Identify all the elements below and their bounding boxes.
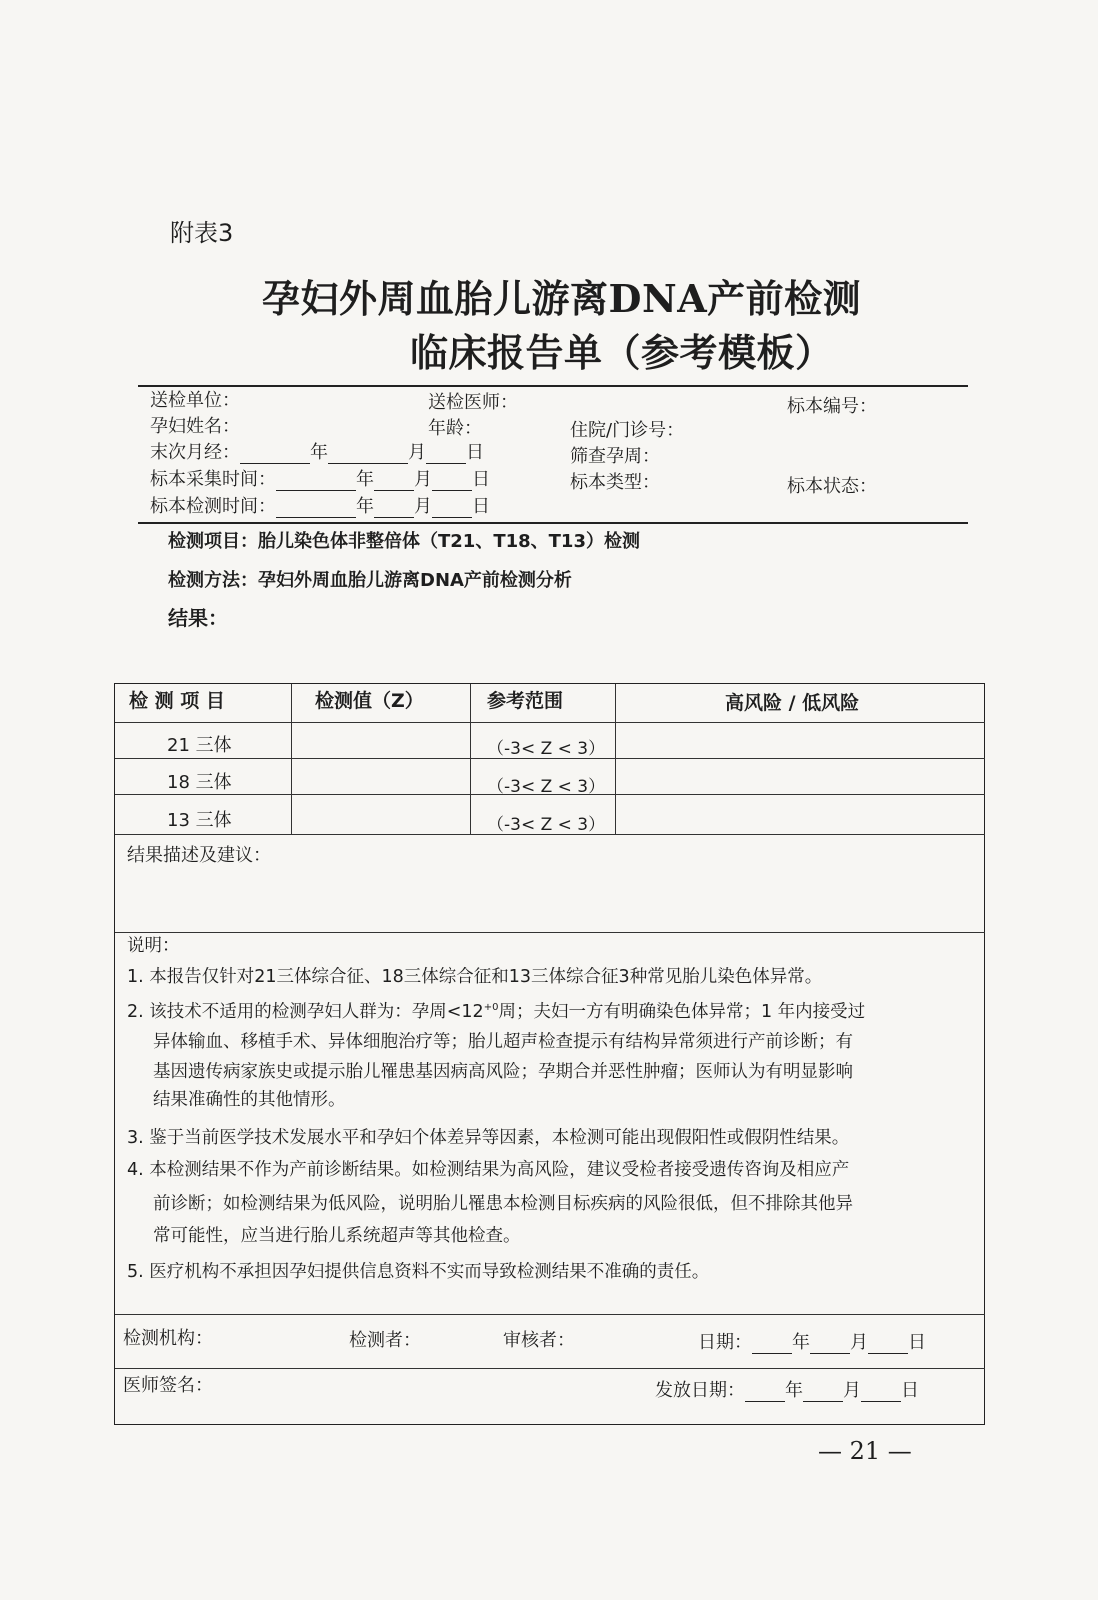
note-1: 1. 本报告仅针对21三体综合征、18三体综合征和13三体综合征3种常见胎儿染色体异常。 [127, 967, 823, 987]
sending-doctor-label: 送检医师： [428, 392, 518, 413]
collect-month-unit: 月 [414, 469, 432, 490]
tester-label: 检测者： [349, 1330, 421, 1351]
note-4-line3: 常可能性，应当进行胎儿系统超声等其他检查。 [153, 1226, 521, 1246]
lmp-month-blank[interactable] [328, 446, 408, 464]
note-4-line2: 前诊断；如检测结果为低风险，说明胎儿罹患本检测目标疾病的风险很低，但不排除其他异 [153, 1194, 853, 1214]
collect-day-unit: 日 [472, 469, 490, 490]
table-line-v1 [291, 684, 292, 834]
note-4: 4. 本检测结果不作为产前诊断结果。如检测结果为高风险，建议受检者接受遗传咨询及相应产 [127, 1160, 850, 1180]
test-method: 检测方法：孕妇外周血胎儿游离DNA产前检测分析 [168, 570, 572, 591]
test-day-blank[interactable] [432, 500, 472, 518]
collect-year-blank[interactable] [276, 473, 356, 491]
report-title-line1: 孕妇外周血胎儿游离DNA产前检测 [262, 276, 862, 321]
header-bottom-rule [138, 522, 968, 524]
test-item: 检测项目：胎儿染色体非整倍体（T21、T18、T13）检测 [168, 531, 640, 552]
note-2: 2. 该技术不适用的检测孕妇人群为：孕周$<12^{+0}$周；夫妇一方有明确染色体异常；1 年内接受过 [127, 1002, 866, 1022]
notes-label: 说明： [127, 936, 180, 956]
specimen-status-label: 标本状态： [787, 476, 877, 497]
table-line-h1 [115, 722, 985, 723]
hospital-no-label: 住院/门诊号： [570, 420, 685, 441]
specimen-type-label: 标本类型： [570, 472, 660, 493]
issue-year-unit: 年 [785, 1380, 803, 1401]
test-month-unit: 月 [414, 496, 432, 517]
sign-month-blank[interactable] [810, 1336, 850, 1354]
note-3: 3. 鉴于当前医学技术发展水平和孕妇个体差异等因素，本检测可能出现假阳性或假阴性结果。 [127, 1128, 850, 1148]
report-title-line2: 临床报告单（参考模板） [410, 330, 834, 375]
issue-year-blank[interactable] [745, 1384, 785, 1402]
collect-month-blank[interactable] [374, 473, 414, 491]
table-line-h7 [115, 1368, 985, 1369]
table-line-h6 [115, 1314, 985, 1315]
reviewer-label: 审核者： [503, 1330, 575, 1351]
table-line-v3 [615, 684, 616, 834]
note-2-line2: 异体输血、移植手术、异体细胞治疗等；胎儿超声检查提示有结构异常须进行产前诊断；有 [153, 1032, 853, 1052]
sign-date-field [698, 1328, 926, 1354]
test-day-unit: 日 [472, 496, 490, 517]
col-header-risk: 高风险 / 低风险 [725, 692, 860, 714]
sign-year-blank[interactable] [752, 1336, 792, 1354]
issue-date-label: 发放日期： [655, 1380, 745, 1401]
lmp-field [150, 438, 484, 464]
page-number: — 21 — [818, 1437, 912, 1465]
test-year-unit: 年 [356, 496, 374, 517]
row-item-t13: 13 三体 [167, 810, 232, 831]
note-2-line4: 结果准确性的其他情形。 [153, 1090, 346, 1110]
col-header-z: 检测值（Z） [315, 690, 424, 712]
table-line-h5 [115, 932, 985, 933]
institution-label: 检测机构： [123, 1328, 213, 1349]
note-2-line3: 基因遗传病家族史或提示胎儿罹患基因病高风险；孕期合并恶性肿瘤；医师认为有明显影响 [153, 1062, 853, 1082]
row-range-t13: （-3< Z < 3） [487, 815, 606, 835]
lmp-year-blank[interactable] [240, 446, 310, 464]
row-item-t21: 21 三体 [167, 735, 232, 756]
age-label: 年龄： [428, 418, 482, 439]
result-table [114, 683, 985, 1425]
sign-date-label: 日期： [698, 1332, 752, 1353]
col-header-range: 参考范围 [487, 690, 564, 712]
lmp-month-unit: 月 [408, 442, 426, 463]
collect-time-field [150, 465, 490, 491]
note-5: 5. 医疗机构不承担因孕妇提供信息资料不实而导致检测结果不准确的责任。 [127, 1262, 710, 1282]
patient-name-label: 孕妇姓名： [150, 416, 240, 437]
lmp-day-blank[interactable] [426, 446, 466, 464]
doctor-sign-label: 医师签名： [123, 1375, 213, 1396]
test-time-label: 标本检测时间： [150, 496, 276, 517]
issue-month-blank[interactable] [803, 1384, 843, 1402]
collect-time-label: 标本采集时间： [150, 469, 276, 490]
header-top-rule [138, 385, 968, 387]
issue-month-unit: 月 [843, 1380, 861, 1401]
sign-day-blank[interactable] [868, 1336, 908, 1354]
issue-day-unit: 日 [901, 1380, 919, 1401]
test-time-field [150, 492, 490, 518]
collect-day-blank[interactable] [432, 473, 472, 491]
table-line-v2 [470, 684, 471, 834]
col-header-item: 检 测 项 目 [129, 690, 225, 712]
sending-unit-label: 送检单位： [150, 390, 240, 411]
result-description-label: 结果描述及建议： [127, 845, 271, 866]
lmp-label: 末次月经： [150, 442, 240, 463]
lmp-year-unit: 年 [310, 442, 328, 463]
sign-day-unit: 日 [908, 1332, 926, 1353]
row-item-t18: 18 三体 [167, 772, 232, 793]
sign-month-unit: 月 [850, 1332, 868, 1353]
issue-date-field [655, 1376, 919, 1402]
specimen-no-label: 标本编号： [787, 396, 877, 417]
appendix-label: 附表3 [170, 219, 234, 247]
test-month-blank[interactable] [374, 500, 414, 518]
lmp-day-unit: 日 [466, 442, 484, 463]
test-year-blank[interactable] [276, 500, 356, 518]
row-range-t21: （-3< Z < 3） [487, 739, 606, 759]
collect-year-unit: 年 [356, 469, 374, 490]
issue-day-blank[interactable] [861, 1384, 901, 1402]
row-range-t18: （-3< Z < 3） [487, 777, 606, 797]
result-label: 结果： [168, 606, 228, 630]
sign-year-unit: 年 [792, 1332, 810, 1353]
screen-week-label: 筛查孕周： [570, 446, 660, 467]
